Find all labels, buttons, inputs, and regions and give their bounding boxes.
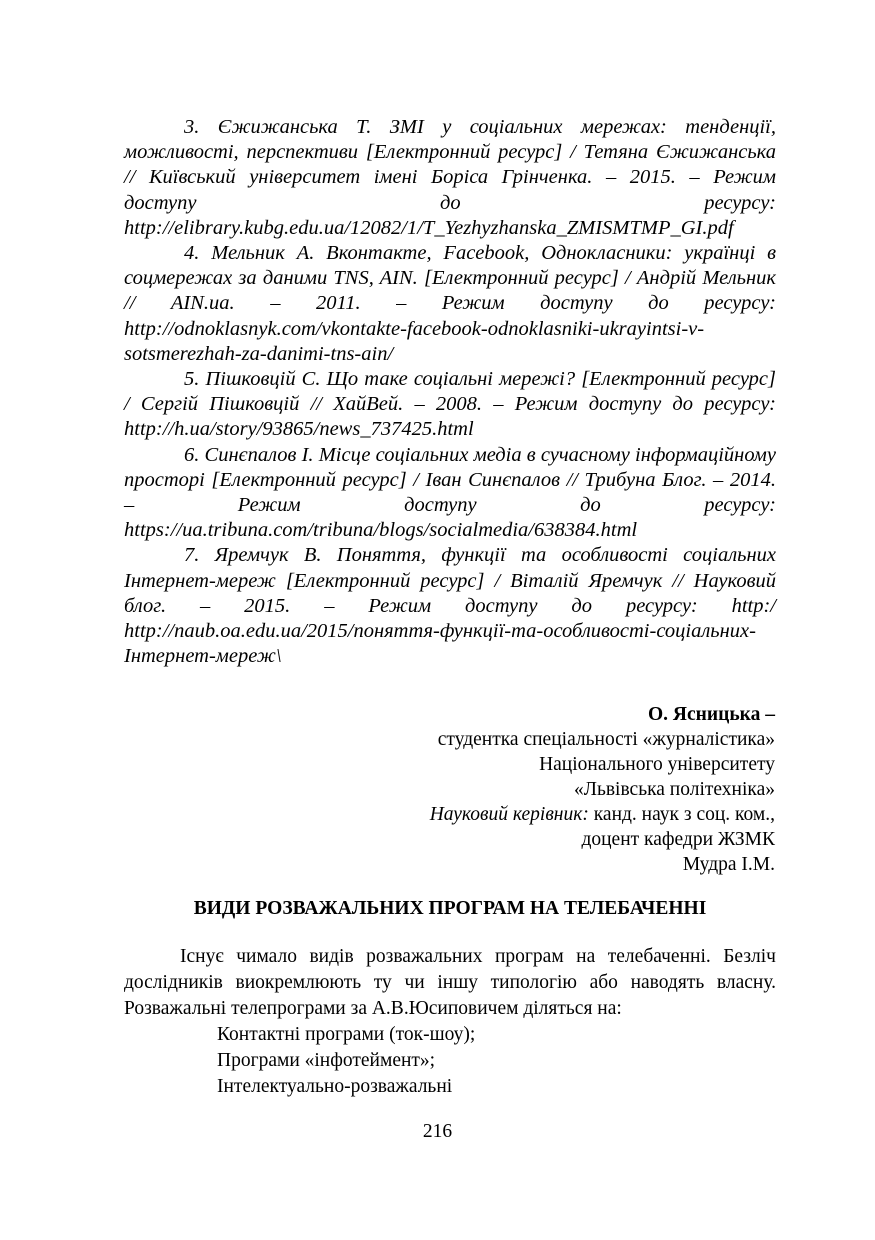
reference-item: 5. Пішковцій С. Що таке соціальні мережі? [Електронний ресурс] / Сергій Пішковцій // ХайВей. – 2008. – Режим доступу до ресурсу: http://h.ua/story/93865/news_737425.html (124, 368, 776, 441)
author-name: О. Ясницька – (648, 704, 775, 725)
reference-item: 7. Яремчук В. Поняття, функції та особливості соціальних Інтернет-мереж [Електронний ресурс] / Віталій Яремчук // Науковий блог. – 2015. – Режим доступу до ресурсу: http:/ http://naub.oa.edu.ua/2015/поняття-функції-та-особливості-соціальних-Інтернет-мереж\ (124, 544, 776, 668)
author-affiliation-line: «Львівська політехніка» (573, 779, 775, 800)
supervisor-position: доцент кафедри ЖЗМК (581, 829, 775, 850)
author-block (430, 702, 775, 877)
supervisor-degree: канд. наук з соц. ком., (588, 804, 775, 825)
page-number: 216 (422, 1121, 453, 1142)
reference-item: 6. Синєпалов І. Місце соціальних медіа в сучасному інформаційному просторі [Електронний ресурс] / Іван Синєпалов // Трибуна Блог. – 2014. – Режим доступу до ресурсу: https://ua.tribuna.com/tribuna/blogs/socialmedia/638384.html (124, 443, 776, 542)
author-affiliation-line: Національного університету (539, 754, 775, 775)
article-title: ВИДИ РОЗВАЖАЛЬНИХ ПРОГРАМ НА ТЕЛЕБАЧЕННІ (193, 898, 707, 919)
list-item: Програми «інфотеймент»; (217, 1050, 436, 1071)
reference-item: 3. Єжижанська Т. ЗМІ у соціальних мережах: тенденції, можливості, перспективи [Електронний ресурс] / Тетяна Єжижанська // Київський університет імені Боріса Грінченка. – 2015. – Режим доступу до ресурсу: http://elibrary.kubg.edu.ua/12082/1/T_Yezhyzhanska_ZMISMTMP_GI.pdf (124, 116, 776, 239)
list-item: Контактні програми (ток-шоу); (217, 1024, 476, 1045)
program-type-list (124, 1022, 776, 1100)
supervisor-label: Науковий керівник: (429, 804, 589, 825)
body-paragraph: Існує чимало видів розважальних програм на телебаченні. Безліч дослідників виокремлюють ту чи іншу типологію або наводять власну. Розважальні телепрограми за А.В.Юсиповичем діляться на: (124, 946, 776, 1019)
reference-item: 4. Мельник А. Вконтакте, Facebook, Однокласники: українці в соцмережах за даними TNS, AIN. [Електронний ресурс] / Андрій Мельник // AIN.ua. – 2011. – Режим доступу до ресурсу: http://odnoklasnyk.com/vkontakte-facebook-odnoklasniki-ukrayintsi-v-sotsmerezhah-za-danimi-tns-ain/ (124, 242, 776, 365)
reference-list (124, 115, 776, 669)
author-affiliation-line: студентка спеціальності «журналістика» (437, 729, 775, 750)
article-body (124, 944, 776, 1100)
supervisor-name: Мудра І.М. (682, 854, 775, 875)
supervisor-line (430, 802, 775, 827)
list-item: Інтелектуально-розважальні (217, 1076, 453, 1097)
